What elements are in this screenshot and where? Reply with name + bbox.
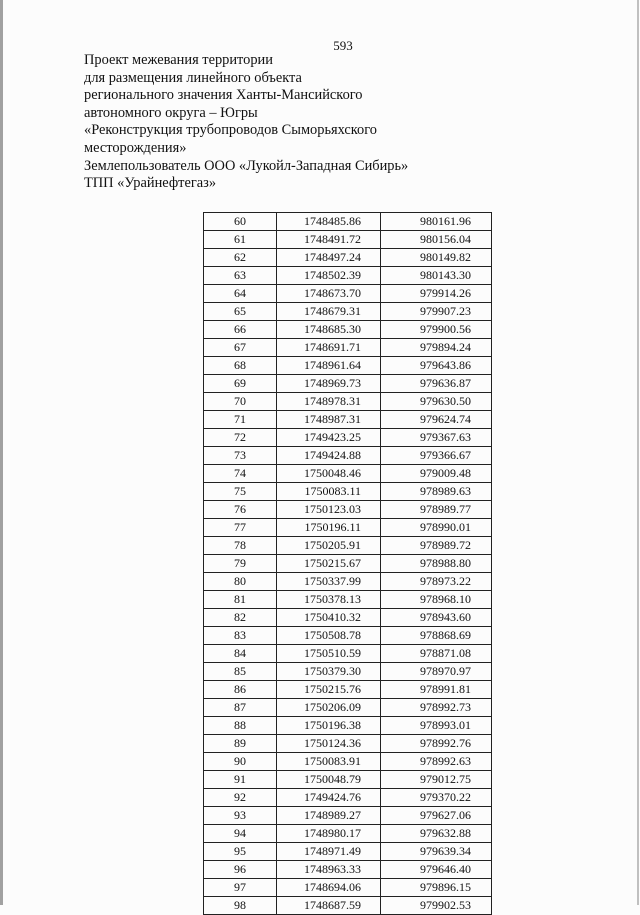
x-coordinate-cell: 1750379.30 xyxy=(277,663,381,681)
coordinates-table xyxy=(203,212,492,915)
table-row xyxy=(204,879,492,897)
y-coordinate-cell: 979624.74 xyxy=(381,411,492,429)
table-row xyxy=(204,681,492,699)
table-row xyxy=(204,465,492,483)
y-coordinate-cell: 979902.53 xyxy=(381,897,492,915)
x-coordinate-cell: 1748971.49 xyxy=(277,843,381,861)
table-row xyxy=(204,357,492,375)
point-number-cell: 72 xyxy=(204,429,277,447)
point-number-cell: 69 xyxy=(204,375,277,393)
y-coordinate-cell: 979630.50 xyxy=(381,393,492,411)
x-coordinate-cell: 1750083.91 xyxy=(277,753,381,771)
y-coordinate-cell: 978992.76 xyxy=(381,735,492,753)
y-coordinate-cell: 978989.77 xyxy=(381,501,492,519)
point-number-cell: 70 xyxy=(204,393,277,411)
heading-line: месторождения» xyxy=(84,139,187,156)
y-coordinate-cell: 979009.48 xyxy=(381,465,492,483)
y-coordinate-cell: 978871.08 xyxy=(381,645,492,663)
point-number-cell: 87 xyxy=(204,699,277,717)
document-heading xyxy=(84,52,444,193)
point-number-cell: 91 xyxy=(204,771,277,789)
point-number-cell: 64 xyxy=(204,285,277,303)
x-coordinate-cell: 1749424.88 xyxy=(277,447,381,465)
point-number-cell: 95 xyxy=(204,843,277,861)
table-row xyxy=(204,717,492,735)
table-row xyxy=(204,555,492,573)
point-number-cell: 86 xyxy=(204,681,277,699)
point-number-cell: 74 xyxy=(204,465,277,483)
y-coordinate-cell: 979894.24 xyxy=(381,339,492,357)
y-coordinate-cell: 979370.22 xyxy=(381,789,492,807)
x-coordinate-cell: 1748691.71 xyxy=(277,339,381,357)
x-coordinate-cell: 1748687.59 xyxy=(277,897,381,915)
coordinates-table-body xyxy=(204,213,492,915)
y-coordinate-cell: 978993.01 xyxy=(381,717,492,735)
x-coordinate-cell: 1749423.25 xyxy=(277,429,381,447)
y-coordinate-cell: 980161.96 xyxy=(381,213,492,231)
y-coordinate-cell: 979639.34 xyxy=(381,843,492,861)
y-coordinate-cell: 979646.40 xyxy=(381,861,492,879)
y-coordinate-cell: 979643.86 xyxy=(381,357,492,375)
point-number-cell: 90 xyxy=(204,753,277,771)
x-coordinate-cell: 1750410.32 xyxy=(277,609,381,627)
point-number-cell: 93 xyxy=(204,807,277,825)
x-coordinate-cell: 1750215.67 xyxy=(277,555,381,573)
table-row xyxy=(204,285,492,303)
y-coordinate-cell: 980143.30 xyxy=(381,267,492,285)
table-row xyxy=(204,843,492,861)
x-coordinate-cell: 1748485.86 xyxy=(277,213,381,231)
table-row xyxy=(204,897,492,915)
table-row xyxy=(204,537,492,555)
point-number-cell: 81 xyxy=(204,591,277,609)
y-coordinate-cell: 979627.06 xyxy=(381,807,492,825)
x-coordinate-cell: 1748978.31 xyxy=(277,393,381,411)
table-row xyxy=(204,771,492,789)
y-coordinate-cell: 979907.23 xyxy=(381,303,492,321)
y-coordinate-cell: 979900.56 xyxy=(381,321,492,339)
point-number-cell: 98 xyxy=(204,897,277,915)
y-coordinate-cell: 979012.75 xyxy=(381,771,492,789)
x-coordinate-cell: 1748502.39 xyxy=(277,267,381,285)
point-number-cell: 82 xyxy=(204,609,277,627)
y-coordinate-cell: 979367.63 xyxy=(381,429,492,447)
x-coordinate-cell: 1748980.17 xyxy=(277,825,381,843)
x-coordinate-cell: 1748491.72 xyxy=(277,231,381,249)
point-number-cell: 84 xyxy=(204,645,277,663)
point-number-cell: 79 xyxy=(204,555,277,573)
x-coordinate-cell: 1748961.64 xyxy=(277,357,381,375)
y-coordinate-cell: 979366.67 xyxy=(381,447,492,465)
y-coordinate-cell: 978973.22 xyxy=(381,573,492,591)
table-row xyxy=(204,249,492,267)
x-coordinate-cell: 1748969.73 xyxy=(277,375,381,393)
x-coordinate-cell: 1750048.46 xyxy=(277,465,381,483)
table-row xyxy=(204,447,492,465)
x-coordinate-cell: 1748673.70 xyxy=(277,285,381,303)
y-coordinate-cell: 978968.10 xyxy=(381,591,492,609)
table-row xyxy=(204,861,492,879)
scan-left-edge xyxy=(0,0,3,905)
point-number-cell: 71 xyxy=(204,411,277,429)
x-coordinate-cell: 1750510.59 xyxy=(277,645,381,663)
y-coordinate-cell: 979896.15 xyxy=(381,879,492,897)
x-coordinate-cell: 1750205.91 xyxy=(277,537,381,555)
table-row xyxy=(204,627,492,645)
table-row xyxy=(204,753,492,771)
point-number-cell: 97 xyxy=(204,879,277,897)
table-row xyxy=(204,663,492,681)
table-row xyxy=(204,645,492,663)
x-coordinate-cell: 1750508.78 xyxy=(277,627,381,645)
table-row xyxy=(204,483,492,501)
point-number-cell: 60 xyxy=(204,213,277,231)
y-coordinate-cell: 978970.97 xyxy=(381,663,492,681)
table-row xyxy=(204,303,492,321)
table-row xyxy=(204,699,492,717)
y-coordinate-cell: 979632.88 xyxy=(381,825,492,843)
heading-line: регионального значения Ханты-Мансийского xyxy=(84,87,363,104)
point-number-cell: 63 xyxy=(204,267,277,285)
table-row xyxy=(204,375,492,393)
point-number-cell: 85 xyxy=(204,663,277,681)
y-coordinate-cell: 980149.82 xyxy=(381,249,492,267)
table-row xyxy=(204,267,492,285)
y-coordinate-cell: 978992.63 xyxy=(381,753,492,771)
point-number-cell: 68 xyxy=(204,357,277,375)
y-coordinate-cell: 978990.01 xyxy=(381,519,492,537)
heading-line: Проект межевания территории xyxy=(84,52,273,68)
table-row xyxy=(204,411,492,429)
table-row xyxy=(204,789,492,807)
point-number-cell: 67 xyxy=(204,339,277,357)
x-coordinate-cell: 1749424.76 xyxy=(277,789,381,807)
page-number: 593 xyxy=(333,38,353,53)
table-row xyxy=(204,519,492,537)
scan-right-edge xyxy=(637,0,639,905)
y-coordinate-cell: 978868.69 xyxy=(381,627,492,645)
table-row xyxy=(204,591,492,609)
table-row xyxy=(204,573,492,591)
table-row xyxy=(204,321,492,339)
table-row xyxy=(204,231,492,249)
x-coordinate-cell: 1750083.11 xyxy=(277,483,381,501)
point-number-cell: 66 xyxy=(204,321,277,339)
heading-line: Землепользователь ООО «Лукойл-Западная Сибирь» xyxy=(84,157,409,174)
point-number-cell: 78 xyxy=(204,537,277,555)
table-row xyxy=(204,807,492,825)
table-row xyxy=(204,825,492,843)
y-coordinate-cell: 978943.60 xyxy=(381,609,492,627)
point-number-cell: 80 xyxy=(204,573,277,591)
point-number-cell: 62 xyxy=(204,249,277,267)
point-number-cell: 75 xyxy=(204,483,277,501)
table-row xyxy=(204,339,492,357)
y-coordinate-cell: 978988.80 xyxy=(381,555,492,573)
y-coordinate-cell: 980156.04 xyxy=(381,231,492,249)
point-number-cell: 65 xyxy=(204,303,277,321)
x-coordinate-cell: 1748679.31 xyxy=(277,303,381,321)
heading-line: «Реконструкция трубопроводов Сыморьяхского xyxy=(84,122,377,139)
table-row xyxy=(204,735,492,753)
y-coordinate-cell: 979636.87 xyxy=(381,375,492,393)
y-coordinate-cell: 978989.63 xyxy=(381,483,492,501)
point-number-cell: 96 xyxy=(204,861,277,879)
y-coordinate-cell: 979914.26 xyxy=(381,285,492,303)
point-number-cell: 94 xyxy=(204,825,277,843)
x-coordinate-cell: 1750378.13 xyxy=(277,591,381,609)
x-coordinate-cell: 1748987.31 xyxy=(277,411,381,429)
x-coordinate-cell: 1748497.24 xyxy=(277,249,381,267)
x-coordinate-cell: 1748685.30 xyxy=(277,321,381,339)
point-number-cell: 77 xyxy=(204,519,277,537)
x-coordinate-cell: 1750215.76 xyxy=(277,681,381,699)
table-row xyxy=(204,609,492,627)
x-coordinate-cell: 1750337.99 xyxy=(277,573,381,591)
x-coordinate-cell: 1750196.11 xyxy=(277,519,381,537)
y-coordinate-cell: 978989.72 xyxy=(381,537,492,555)
x-coordinate-cell: 1750048.79 xyxy=(277,771,381,789)
y-coordinate-cell: 978991.81 xyxy=(381,681,492,699)
point-number-cell: 88 xyxy=(204,717,277,735)
x-coordinate-cell: 1748963.33 xyxy=(277,861,381,879)
x-coordinate-cell: 1750124.36 xyxy=(277,735,381,753)
table-row xyxy=(204,393,492,411)
x-coordinate-cell: 1750123.03 xyxy=(277,501,381,519)
point-number-cell: 83 xyxy=(204,627,277,645)
point-number-cell: 89 xyxy=(204,735,277,753)
point-number-cell: 76 xyxy=(204,501,277,519)
y-coordinate-cell: 978992.73 xyxy=(381,699,492,717)
point-number-cell: 61 xyxy=(204,231,277,249)
heading-line: для размещения линейного объекта xyxy=(84,69,302,86)
heading-line: ТПП «Урайнефтегаз» xyxy=(84,175,217,192)
point-number-cell: 92 xyxy=(204,789,277,807)
table-row xyxy=(204,501,492,519)
x-coordinate-cell: 1748989.27 xyxy=(277,807,381,825)
table-row xyxy=(204,213,492,231)
x-coordinate-cell: 1750196.38 xyxy=(277,717,381,735)
x-coordinate-cell: 1748694.06 xyxy=(277,879,381,897)
table-row xyxy=(204,429,492,447)
x-coordinate-cell: 1750206.09 xyxy=(277,699,381,717)
point-number-cell: 73 xyxy=(204,447,277,465)
heading-line: автономного округа – Югры xyxy=(84,104,258,121)
